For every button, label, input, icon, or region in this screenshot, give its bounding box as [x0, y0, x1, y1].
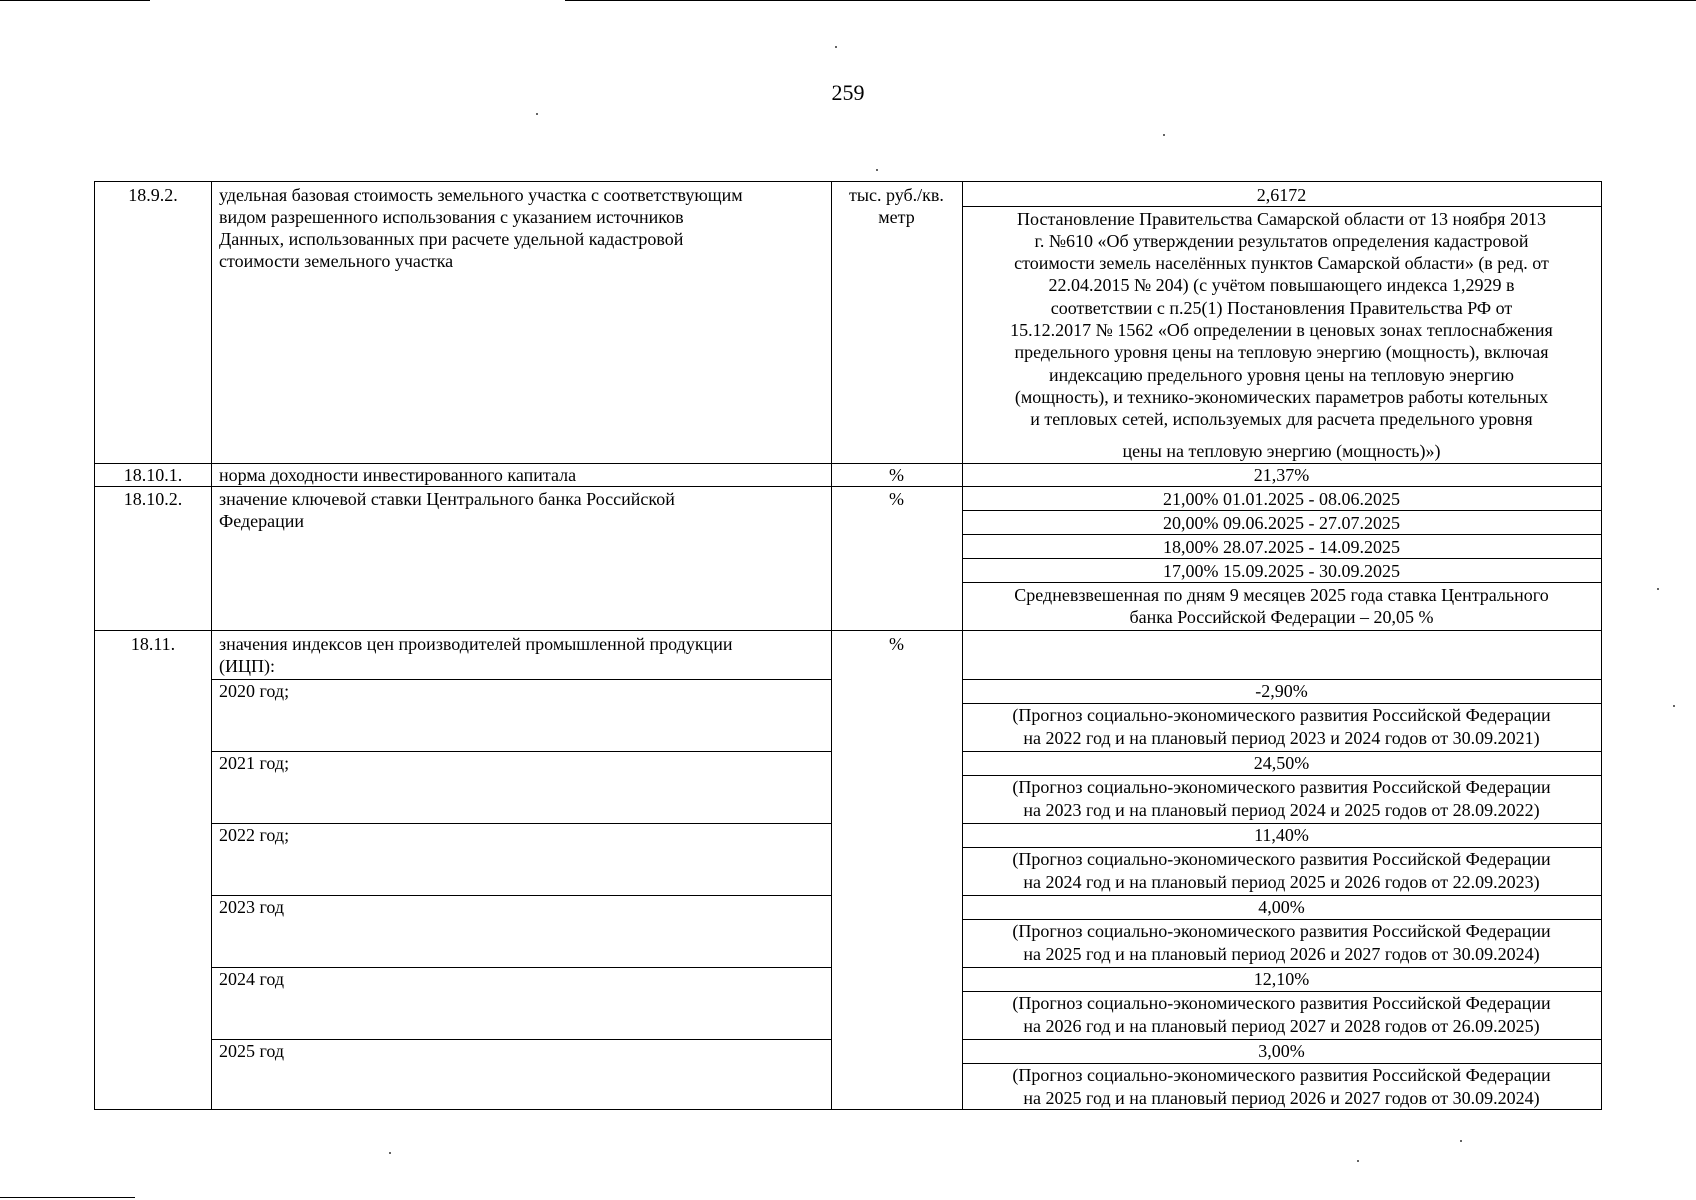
row-description: значение ключевой ставки Центрального банка Российской — [219, 489, 675, 509]
year-label: 2022 год; — [219, 825, 290, 845]
page-number: 259 — [831, 80, 865, 105]
year-label: 2024 год — [219, 969, 285, 989]
year-label: 2023 год — [219, 897, 285, 917]
index-value: -2,90% — [1255, 681, 1308, 701]
scan-speck — [1657, 588, 1659, 590]
index-value: 11,40% — [1254, 825, 1309, 845]
row-description: (ИЦП): — [219, 656, 275, 676]
index-value: 12,10% — [1253, 969, 1310, 989]
scan-edge-line — [0, 1197, 135, 1198]
row-description: удельная базовая стоимость земельного участка с соответствующим — [219, 185, 743, 205]
weighted-rate: банка Российской Федерации – 20,05 % — [1129, 607, 1434, 627]
row-divider — [211, 967, 831, 968]
source-text: на 2023 год и на плановый период 2024 и 2025 годов от 28.09.2022) — [1023, 800, 1540, 820]
rate-period: 18,00% 28.07.2025 - 14.09.2025 — [1163, 537, 1400, 557]
scan-speck — [876, 169, 878, 171]
row-divider — [211, 751, 831, 752]
unit: тыс. руб./кв. — [849, 185, 944, 205]
unit: % — [889, 634, 904, 654]
row-divider — [211, 823, 831, 824]
scan-speck — [1460, 1140, 1462, 1142]
row-description: видом разрешенного использования с указанием источников — [219, 207, 684, 227]
row-description: норма доходности инвестированного капитала — [219, 465, 577, 485]
scan-edge-line — [0, 0, 150, 1]
row-divider — [962, 534, 1601, 535]
row-divider — [211, 895, 831, 896]
scan-speck — [835, 46, 837, 48]
row-number: 18.10.1. — [123, 465, 183, 485]
row-divider — [962, 582, 1601, 583]
source-text: Постановление Правительства Самарской области от 13 ноября 2013 — [1017, 209, 1546, 229]
row-divider — [95, 630, 1601, 631]
unit: % — [889, 465, 904, 485]
source-text: на 2025 год и на плановый период 2026 и 2027 годов от 30.09.2024) — [1023, 944, 1540, 964]
source-text: 22.04.2015 № 204) (с учётом повышающего индекса 1,2929 в — [1048, 275, 1515, 295]
scan-speck — [536, 113, 538, 115]
source-text: на 2022 год и на плановый период 2023 и 2024 годов от 30.09.2021) — [1023, 728, 1540, 748]
row-divider — [962, 206, 1601, 207]
source-text: на 2025 год и на плановый период 2026 и 2027 годов от 30.09.2024) — [1023, 1088, 1540, 1108]
index-value: 4,00% — [1258, 897, 1305, 917]
row-divider — [211, 1039, 831, 1040]
source-text: (Прогноз социально-экономического развития Российской Федерации — [1012, 777, 1551, 797]
year-label: 2020 год; — [219, 681, 290, 701]
row-description: Данных, использованных при расчете удельной кадастровой — [219, 229, 684, 249]
index-value: 3,00% — [1258, 1041, 1305, 1061]
scan-speck — [1357, 1160, 1359, 1162]
source-text: стоимости земель населённых пунктов Самарской области» (в ред. от — [1014, 253, 1549, 273]
rate-period: 21,00% 01.01.2025 - 08.06.2025 — [1163, 489, 1400, 509]
year-label: 2025 год — [219, 1041, 285, 1061]
source-text: (Прогноз социально-экономического развития Российской Федерации — [1012, 921, 1551, 941]
row-divider — [211, 679, 831, 680]
index-value: 24,50% — [1253, 753, 1310, 773]
source-text: (Прогноз социально-экономического развития Российской Федерации — [1012, 993, 1551, 1013]
row-number: 18.11. — [130, 634, 176, 654]
scan-speck — [1163, 134, 1165, 136]
row-divider — [962, 558, 1601, 559]
weighted-rate: Средневзвешенная по дням 9 месяцев 2025 года ставка Центрального — [1014, 585, 1549, 605]
row-number: 18.10.2. — [123, 489, 183, 509]
row-divider — [95, 486, 1601, 487]
row-description: стоимости земельного участка — [219, 251, 454, 271]
source-text: на 2026 год и на плановый период 2027 и 2028 годов от 26.09.2025) — [1023, 1016, 1540, 1036]
year-label: 2021 год; — [219, 753, 290, 773]
source-text: (Прогноз социально-экономического развития Российской Федерации — [1012, 705, 1551, 725]
value: 2,6172 — [1256, 185, 1307, 205]
value: 21,37% — [1253, 465, 1310, 485]
row-description: значения индексов цен производителей промышленной продукции — [219, 634, 733, 654]
row-number: 18.9.2. — [128, 185, 178, 205]
unit: % — [889, 489, 904, 509]
source-text: 15.12.2017 № 1562 «Об определении в ценовых зонах теплоснабжения — [1010, 320, 1553, 340]
source-text: и тепловых сетей, используемых для расчета предельного уровня — [1030, 409, 1533, 429]
unit: метр — [878, 207, 915, 227]
source-text: цены на тепловую энергию (мощность)») — [1122, 441, 1441, 461]
row-description: Федерации — [219, 511, 305, 531]
source-text: г. №610 «Об утверждении результатов определения кадастровой — [1034, 231, 1529, 251]
column-divider — [211, 182, 212, 1109]
row-divider — [962, 510, 1601, 511]
rate-period: 20,00% 09.06.2025 - 27.07.2025 — [1163, 513, 1400, 533]
scan-speck — [1673, 705, 1675, 707]
source-text: предельного уровня цены на тепловую энергию (мощность), включая — [1014, 342, 1549, 362]
scan-edge-line — [565, 0, 1696, 1]
source-text: индексацию предельного уровня цены на тепловую энергию — [1049, 365, 1514, 385]
source-text: (мощность), и технико-экономических параметров работы котельных — [1014, 387, 1549, 407]
source-text: (Прогноз социально-экономического развития Российской Федерации — [1012, 1065, 1551, 1085]
source-text: на 2024 год и на плановый период 2025 и 2026 годов от 22.09.2023) — [1023, 872, 1540, 892]
scan-speck — [389, 1152, 391, 1154]
source-text: (Прогноз социально-экономического развития Российской Федерации — [1012, 849, 1551, 869]
data-table — [94, 181, 1602, 1110]
rate-period: 17,00% 15.09.2025 - 30.09.2025 — [1163, 561, 1400, 581]
source-text: соответствии с п.25(1) Постановления Правительства РФ от — [1050, 298, 1513, 318]
